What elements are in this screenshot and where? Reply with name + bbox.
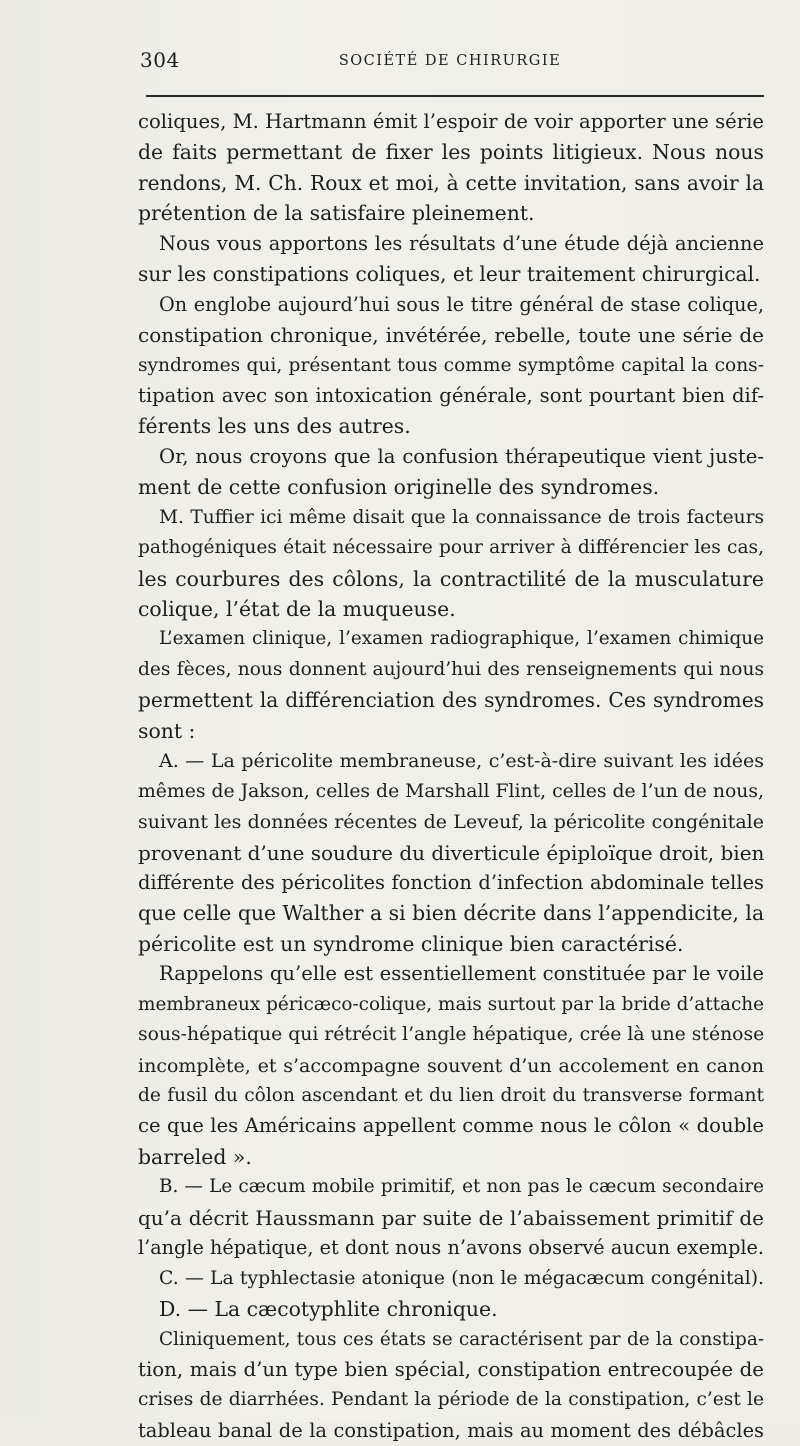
- text-line: provenant d’une soudure du diverticule épiploïque droit, bien: [138, 840, 765, 865]
- text-line: B. — Le cæcum mobile primitif, et non pas le cæcum secondaire: [159, 1176, 764, 1198]
- text-line: coliques, M. Hartmann émit l’espoir de voir apporter une série: [138, 110, 764, 133]
- body-text: [138, 107, 765, 1442]
- text-line: ce que les Américains appellent comme nous le côlon « double: [138, 1114, 764, 1138]
- text-line: M. Tuffier ici même disait que la connaissance de trois facteurs: [159, 506, 764, 528]
- running-title: SOCIÉTÉ DE CHIRURGIE: [338, 53, 562, 69]
- text-line: Rappelons qu’elle est essentiellement constituée par le voile: [159, 962, 764, 986]
- text-line: permettent la différenciation des syndromes. Ces syndromes: [138, 688, 764, 713]
- text-line: tableau banal de la constipation, mais au moment des débâcles: [138, 1418, 764, 1442]
- text-line: syndromes qui, présentant tous comme symptôme capital la cons-: [138, 354, 764, 376]
- text-line: ment de cette confusion originelle des syndromes.: [138, 475, 660, 500]
- text-line: mêmes de Jakson, celles de Marshall Flint, celles de l’un de nous,: [138, 780, 764, 802]
- text-line: férents les uns des autres.: [138, 414, 411, 439]
- text-line: qu’a décrit Haussmann par suite de l’abaissement primitif de: [138, 1205, 764, 1230]
- text-line: Nous vous apportons les résultats d’une étude déjà ancienne: [159, 231, 764, 255]
- text-line: sous-hépatique qui rétrécit l’angle hépatique, crée là une sténose: [138, 1024, 765, 1046]
- text-line: L’examen clinique, l’examen radiographique, l’examen chimique: [159, 628, 764, 650]
- text-line: membraneux péricæco-colique, mais surtout par la bride d’attache: [138, 993, 764, 1015]
- page-header: [140, 48, 760, 78]
- text-line: C. — La typhlectasie atonique (non le mégacæcum congénital).: [159, 1267, 764, 1289]
- text-line: tipation avec son intoxication générale, sont pourtant bien dif-: [138, 383, 764, 407]
- text-line: rendons, M. Ch. Roux et moi, à cette invitation, sans avoir la: [138, 170, 764, 195]
- text-line: différente des péricolites fonction d’infection abdominale telles: [138, 870, 764, 894]
- text-line: de fusil du côlon ascendant et du lien droit du transverse formant: [138, 1085, 764, 1106]
- text-line: constipation chronique, invétérée, rebelle, toute une série de: [138, 323, 764, 348]
- header-rule: [146, 95, 764, 97]
- text-line: sont :: [138, 718, 196, 743]
- page-number: 304: [140, 48, 180, 72]
- text-line: Cliniquement, tous ces états se caractérisent par de la constipa-: [159, 1328, 764, 1350]
- text-line: crises de diarrhées. Pendant la période de la constipation, c’est le: [138, 1389, 764, 1411]
- text-line: D. — La cæcotyphlite chronique.: [159, 1297, 498, 1322]
- text-line: des fèces, nous donnent aujourd’hui des renseignements qui nous: [138, 658, 764, 680]
- text-line: de faits permettant de fixer les points litigieux. Nous nous: [138, 140, 764, 165]
- text-line: incomplète, et s’accompagne souvent d’un accolement en canon: [138, 1054, 764, 1077]
- text-line: Or, nous croyons que la confusion thérapeutique vient juste-: [159, 444, 764, 468]
- text-line: péricolite est un syndrome clinique bien caractérisé.: [138, 931, 684, 956]
- text-line: prétention de la satisfaire pleinement.: [138, 201, 535, 226]
- text-line: colique, l’état de la muqueuse.: [138, 597, 456, 621]
- text-line: tion, mais d’un type bien spécial, constipation entrecoupée de: [138, 1357, 764, 1381]
- text-line: On englobe aujourd’hui sous le titre général de stase colique,: [159, 292, 764, 316]
- text-line: suivant les données récentes de Leveuf, la péricolite congénitale: [138, 811, 764, 834]
- text-line: A. — La péricolite membraneuse, c’est-à-dire suivant les idées: [159, 750, 764, 773]
- text-line: sur les constipations coliques, et leur traitement chirurgical.: [138, 262, 761, 287]
- text-line: pathogéniques était nécessaire pour arriver à différencier les cas,: [138, 537, 764, 559]
- text-line: les courbures des côlons, la contractilité de la musculature: [138, 566, 764, 591]
- text-line: barreled ».: [138, 1144, 252, 1169]
- text-line: que celle que Walther a si bien décrite dans l’appendicite, la: [138, 901, 765, 926]
- text-line: l’angle hépatique, et dont nous n’avons observé aucun exemple.: [138, 1236, 764, 1260]
